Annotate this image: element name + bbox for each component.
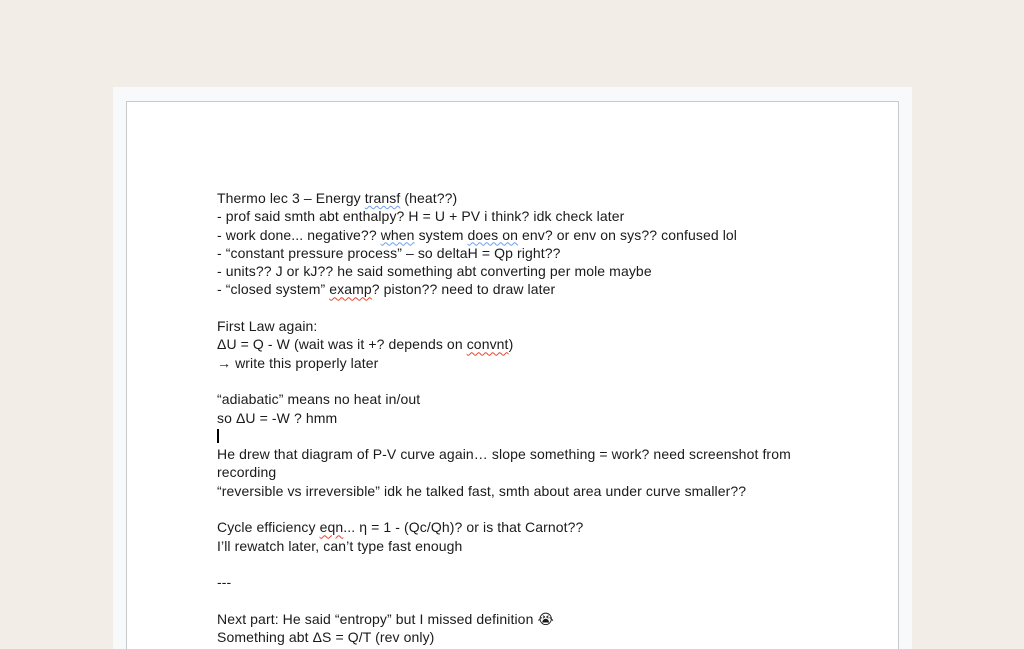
misspelled-word: eqn (319, 519, 344, 536)
doc-line[interactable] (217, 280, 817, 298)
text-segment: ΔU = Q - W (wait was it +? depends on (217, 336, 467, 353)
doc-line[interactable] (217, 518, 817, 536)
cursor-line[interactable] (217, 427, 817, 445)
doc-line[interactable] (217, 244, 817, 262)
blank-line[interactable] (217, 555, 817, 573)
editor-canvas (113, 87, 912, 649)
text-segment: env? or env on sys?? confused lol (518, 226, 738, 243)
grammar-suggestion: transf (364, 190, 401, 206)
doc-line[interactable] (217, 354, 817, 372)
text-segment: ? piston?? need to draw later (371, 281, 556, 298)
text-segment: so ΔU = -W ? hmm (217, 409, 338, 426)
text-segment: - prof said smth abt enthalpy? H = U + PV i think? idk check later (217, 208, 625, 225)
misspelled-word: convnt (466, 336, 509, 353)
text-segment: → write this properly later (217, 354, 379, 371)
document-page[interactable] (126, 101, 899, 649)
doc-line[interactable] (217, 189, 817, 207)
doc-line[interactable] (217, 573, 817, 591)
text-segment: - “constant pressure process” – so deltaH = Qp right?? (217, 244, 561, 261)
text-segment: - “closed system” (217, 281, 330, 298)
doc-line[interactable] (217, 445, 817, 463)
blank-line[interactable] (217, 372, 817, 390)
text-segment: ... η = 1 - (Qc/Qh)? or is that Carnot?? (343, 519, 584, 536)
text-segment: --- (217, 574, 232, 591)
text-segment: (heat??) (400, 190, 458, 206)
blank-line[interactable] (217, 592, 817, 610)
grammar-suggestion: when (380, 226, 415, 243)
text-cursor (217, 429, 219, 443)
text-segment: Cycle efficiency (217, 519, 320, 536)
text-segment: - work done... negative?? (217, 226, 381, 243)
grammar-suggestion: does on (467, 226, 519, 243)
text-segment: “adiabatic” means no heat in/out (217, 391, 421, 408)
doc-line[interactable] (217, 207, 817, 225)
doc-line[interactable] (217, 463, 817, 481)
doc-line[interactable] (217, 335, 817, 353)
text-segment: Thermo lec 3 – Energy (217, 190, 365, 206)
doc-line[interactable] (217, 409, 817, 427)
text-segment: ) (508, 336, 514, 353)
doc-line[interactable] (217, 262, 817, 280)
text-segment: “reversible vs irreversible” idk he talked fast, smth about area under curve smaller?? (217, 482, 747, 499)
doc-line[interactable] (217, 390, 817, 408)
blank-line[interactable] (217, 500, 817, 518)
doc-line[interactable] (217, 317, 817, 335)
text-segment: I’ll rewatch later, can’t type fast enough (217, 537, 463, 554)
doc-line[interactable] (217, 628, 817, 646)
text-segment: Next part: He said “entropy” but I missed definition 😭 (217, 610, 554, 627)
text-segment: First Law again: (217, 318, 318, 335)
text-segment: He drew that diagram of P-V curve again… slope something = work? need screenshot from (217, 446, 791, 463)
text-segment: Something abt ΔS = Q/T (rev only) (217, 629, 435, 646)
doc-line[interactable] (217, 610, 817, 628)
text-layer[interactable] (217, 189, 817, 646)
text-segment: recording (217, 464, 277, 481)
text-segment: - units?? J or kJ?? he said something abt converting per mole maybe (217, 263, 652, 280)
doc-line[interactable] (217, 482, 817, 500)
blank-line[interactable] (217, 299, 817, 317)
doc-line[interactable] (217, 537, 817, 555)
text-segment: system (414, 226, 468, 243)
doc-line[interactable] (217, 226, 817, 244)
misspelled-word: examp (329, 281, 372, 298)
